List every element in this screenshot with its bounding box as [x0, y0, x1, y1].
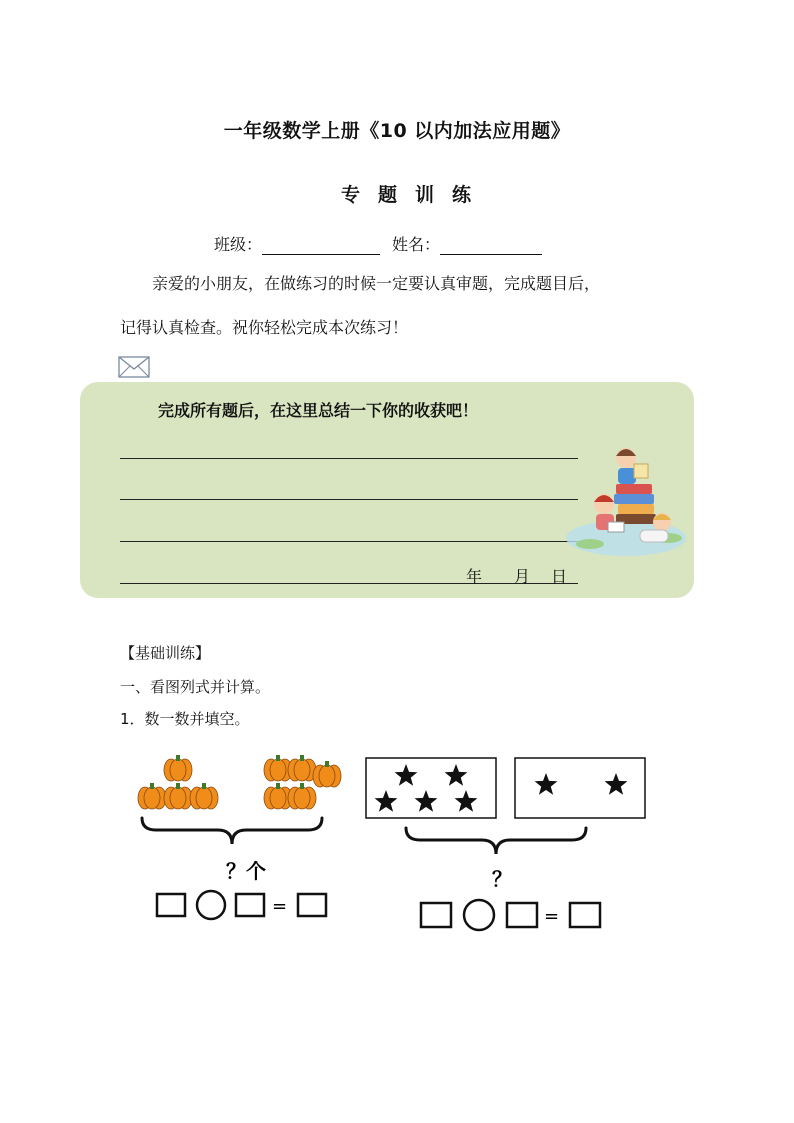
- answer-box-1[interactable]: [157, 894, 185, 916]
- pumpkin-icon: [164, 755, 192, 781]
- intro-line-2: 记得认真检查。祝你轻松完成本次练习！: [120, 318, 409, 337]
- student-info-row: [214, 232, 542, 255]
- pumpkin-brace: [142, 818, 322, 844]
- section-heading: 【基础训练】: [120, 644, 211, 662]
- pumpkin-icon: [313, 761, 341, 787]
- equals-sign: =: [272, 896, 288, 917]
- answer-box-3[interactable]: [298, 894, 326, 916]
- summary-line-1[interactable]: [120, 458, 578, 459]
- pumpkin-figure: [130, 748, 350, 928]
- question-1: 一、看图列式并计算。: [120, 678, 271, 696]
- star-question: ？: [492, 867, 512, 891]
- star-figure: [360, 752, 660, 934]
- summary-date-line[interactable]: [120, 583, 578, 584]
- page-title: 一年级数学上册《10 以内加法应用题》: [223, 120, 571, 142]
- summary-prompt: 完成所有题后，在这里总结一下你的收获吧！: [158, 401, 479, 420]
- pumpkin-icon: [288, 755, 316, 781]
- intro-line-1: 亲爱的小朋友，在做练习的时候一定要认真审题，完成题目后，: [152, 274, 601, 293]
- item-1: 1．数一数并填空。: [120, 710, 250, 728]
- operator-circle[interactable]: [197, 891, 225, 919]
- children-reading-illustration: [560, 442, 690, 564]
- class-label: 班级：: [214, 235, 263, 254]
- star-answer-box-3[interactable]: [570, 903, 600, 927]
- pumpkin-question: ？个: [226, 859, 266, 883]
- name-blank[interactable]: [440, 238, 542, 255]
- star-box-2: [515, 758, 645, 818]
- star-answer-box-2[interactable]: [507, 903, 537, 927]
- date-year: 年: [466, 567, 483, 586]
- star-equals-sign: =: [544, 906, 560, 927]
- pumpkin-icon: [164, 783, 192, 809]
- pumpkin-icon: [190, 783, 218, 809]
- summary-line-3[interactable]: [120, 541, 578, 542]
- page-subtitle: 专题训练: [340, 184, 489, 206]
- name-label: 姓名：: [392, 235, 441, 254]
- summary-line-2[interactable]: [120, 499, 578, 500]
- star-brace: [406, 828, 586, 854]
- pumpkin-icon: [288, 783, 316, 809]
- date-month: 月: [514, 567, 531, 586]
- pumpkin-icon: [138, 783, 166, 809]
- star-operator-circle[interactable]: [464, 900, 494, 930]
- class-blank[interactable]: [262, 238, 380, 255]
- date-day: 日: [551, 567, 568, 586]
- pumpkin-groups: [138, 755, 341, 809]
- envelope-icon: [118, 356, 150, 378]
- star-answer-box-1[interactable]: [421, 903, 451, 927]
- answer-box-2[interactable]: [236, 894, 264, 916]
